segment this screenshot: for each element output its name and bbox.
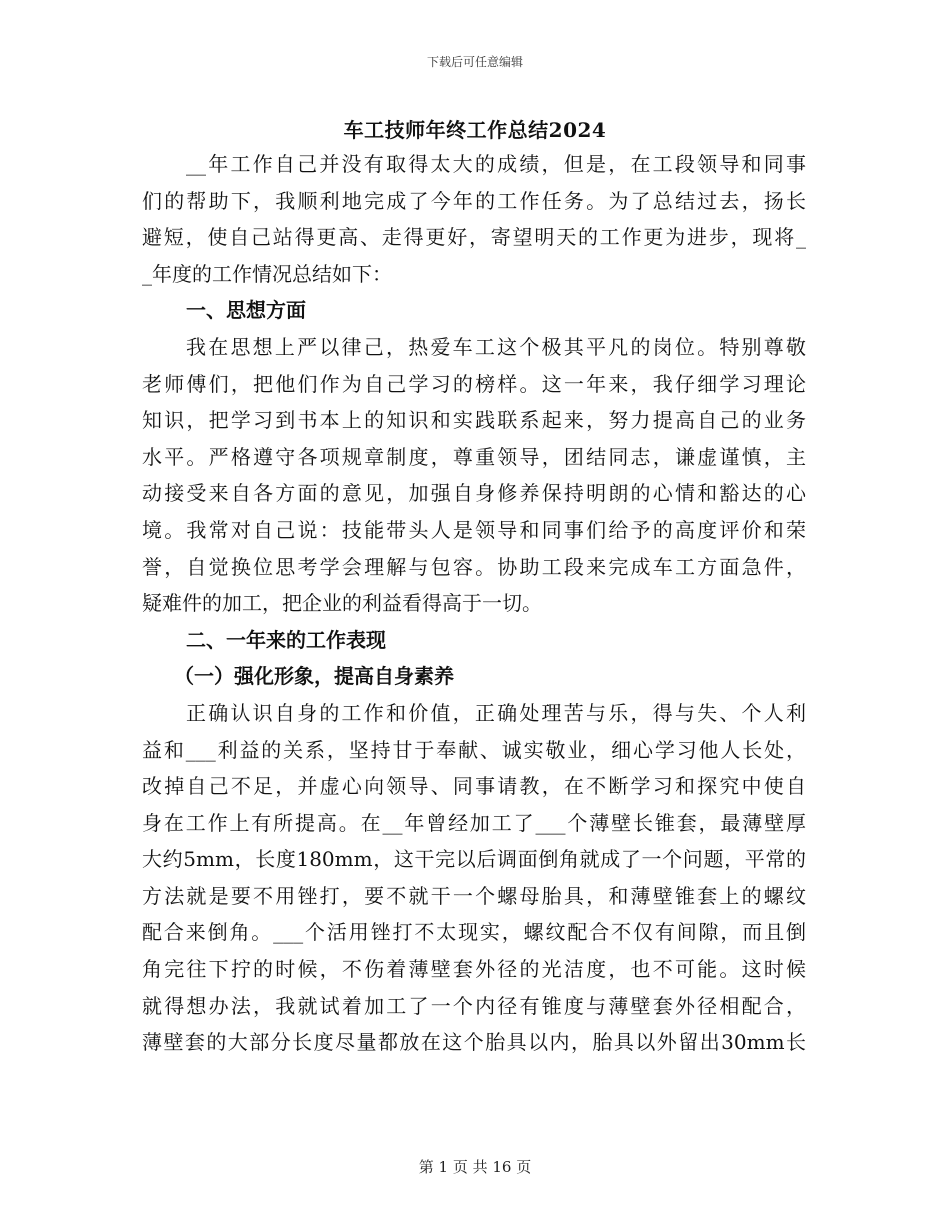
body-text-line: 方法就是要不用锉打，要不就干一个螺母胎具，和薄壁锥套上的螺纹 [142, 883, 806, 908]
body-text-line: 改掉自己不足，并虚心向领导、同事请教，在不断学习和探究中使自 [142, 774, 806, 799]
body-text-line: 水平。严格遵守各项规章制度，尊重领导，团结同志，谦虚谨慎，主 [142, 444, 806, 469]
section-heading: 一、思想方面 [186, 298, 306, 323]
document-title: 车工技师年终工作总结2024 [343, 118, 607, 142]
body-text-line: 疑难件的加工，把企业的利益看得高于一切。 [142, 591, 542, 616]
body-text-line: 老师傅们，把他们作为自己学习的榜样。这一年来，我仔细学习理论 [142, 371, 806, 396]
body-text-line: 大约5mm，长度180mm，这干完以后调面倒角就成了一个问题，平常的 [142, 847, 806, 872]
header-note: 下载后可任意编辑 [426, 55, 523, 69]
body-text-line: 角完往下拧的时候，不伤着薄壁套外径的光洁度，也不可能。这时候 [142, 957, 806, 982]
body-text-line: 薄壁套的大部分长度尽量都放在这个胎具以内，胎具以外留出30mm长 [142, 1030, 806, 1055]
body-text-line: 我在思想上严以律己，热爱车工这个极其平凡的岗位。特别尊敬 [186, 334, 806, 359]
body-text-line: 配合来倒角。___个活用锉打不太现实，螺纹配合不仅有间隙，而且倒 [142, 920, 806, 945]
section-heading: （一）强化形象，提高自身素养 [174, 664, 454, 689]
body-text-line: 正确认识自身的工作和价值，正确处理苦与乐，得与失、个人利 [186, 700, 806, 725]
body-text-line: 誉，自觉换位思考学会理解与包容。协助工段来完成车工方面急件， [142, 554, 806, 579]
body-text-line: __年工作自己并没有取得太大的成绩，但是，在工段领导和同事 [186, 152, 806, 176]
section-heading: 二、一年来的工作表现 [186, 627, 386, 652]
body-text-line: 身在工作上有所提高。在__年曾经加工了___个薄壁长锥套，最薄壁厚 [142, 810, 806, 835]
page-footer: 第 1 页 共 16 页 [418, 1158, 532, 1176]
document-body [142, 146, 806, 1061]
body-text-line: 避短，使自己站得更高、走得更好，寄望明天的工作更为进步，现将_ [142, 225, 806, 250]
body-text-line: 动接受来自各方面的意见，加强自身修养保持明朗的心情和豁达的心 [142, 481, 806, 506]
body-text-line: 益和___利益的关系，坚持甘于奉献、诚实敬业，细心学习他人长处， [142, 737, 806, 762]
body-text-line: 境。我常对自己说：技能带头人是领导和同事们给予的高度评价和荣 [142, 517, 806, 542]
body-text-line: 知识，把学习到书本上的知识和实践联系起来，努力提高自己的业务 [142, 408, 806, 433]
body-text-line: _年度的工作情况总结如下： [142, 261, 392, 286]
body-text-line: 们的帮助下，我顺利地完成了今年的工作任务。为了总结过去，扬长 [142, 188, 806, 213]
body-text-line: 就得想办法，我就试着加工了一个内径有锥度与薄壁套外径相配合， [142, 993, 806, 1018]
